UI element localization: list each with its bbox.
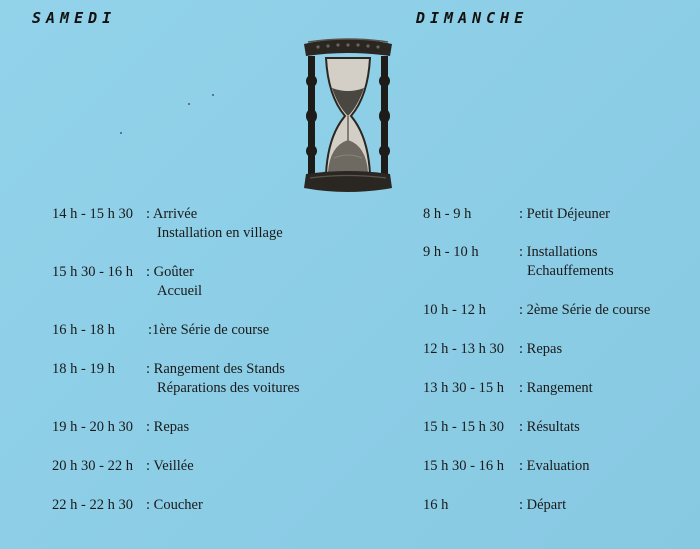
- speck: [212, 94, 214, 96]
- saturday-activity: : Veillée: [146, 458, 194, 474]
- sunday-activity: : Départ: [519, 497, 567, 513]
- saturday-activity: : Goûter Accueil: [146, 264, 203, 299]
- sunday-activity: : Petit Déjeuner: [519, 206, 611, 222]
- saturday-time: 16 h - 18 h: [52, 322, 115, 338]
- sunday-time: 15 h 30 - 16 h: [423, 458, 504, 474]
- saturday-time: 18 h - 19 h: [52, 361, 115, 377]
- sunday-activity: : Repas: [519, 341, 563, 357]
- speck: [120, 132, 122, 134]
- saturday-activity: : Repas: [146, 419, 190, 435]
- saturday-activity: : Arrivée Installation en village: [146, 206, 283, 241]
- saturday-time: 14 h - 15 h 30: [52, 206, 133, 222]
- saturday-time: 20 h 30 - 22 h: [52, 458, 133, 474]
- sunday-time: 12 h - 13 h 30: [423, 341, 504, 357]
- sunday-time: 15 h - 15 h 30: [423, 419, 504, 435]
- saturday-activity: : Rangement des Stands Réparations des voitures: [146, 361, 300, 396]
- sunday-time: 16 h: [423, 497, 449, 513]
- sunday-activity: : Rangement: [519, 380, 593, 396]
- saturday-time: 15 h 30 - 16 h: [52, 264, 133, 280]
- speck: [188, 103, 190, 105]
- sunday-time: 13 h 30 - 15 h: [423, 380, 504, 396]
- sunday-time: 8 h - 9 h: [423, 206, 472, 222]
- sunday-activity: : 2ème Série de course: [519, 302, 651, 318]
- saturday-title: SAMEDI: [32, 9, 117, 27]
- saturday-time: 19 h - 20 h 30: [52, 419, 133, 435]
- sunday-activity: : Installations Echauffements: [519, 244, 614, 279]
- saturday-activity: :1ère Série de course: [148, 322, 270, 338]
- sunday-activity: : Résultats: [519, 419, 580, 435]
- sunday-time: 10 h - 12 h: [423, 302, 486, 318]
- sunday-activity: : Evaluation: [519, 458, 590, 474]
- sunday-title: DIMANCHE: [416, 9, 529, 27]
- saturday-activity: : Coucher: [146, 497, 203, 513]
- sunday-time: 9 h - 10 h: [423, 244, 479, 260]
- hourglass-icon: [298, 36, 398, 199]
- saturday-time: 22 h - 22 h 30: [52, 497, 133, 513]
